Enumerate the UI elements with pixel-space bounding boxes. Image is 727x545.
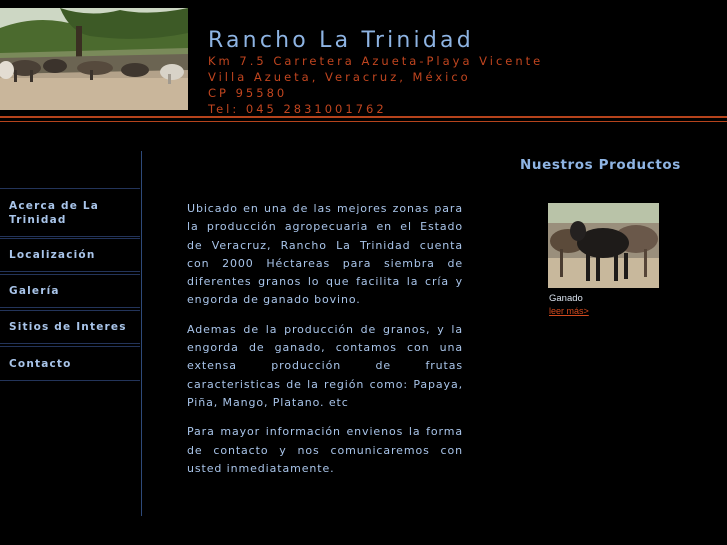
phone-number: Tel: 045 2831001762 xyxy=(208,102,387,116)
nav-item-label: Contacto xyxy=(9,357,72,370)
product-photo-ganado[interactable] xyxy=(548,203,659,288)
products-title: Nuestros Productos xyxy=(520,157,681,173)
production-paragraph: Ademas de la producción de granos, y la engorda de ganado, contamos con una extensa producción de frutas caracteristicas de la región como: Papaya, Piña, Mango, Platano. etc xyxy=(187,322,463,409)
nav-item-localizacion[interactable] xyxy=(0,238,140,272)
header-divider xyxy=(0,116,727,118)
postal-code: CP 95580 xyxy=(208,86,288,100)
nav-item-label: Localización xyxy=(9,249,96,261)
nav-item-acerca[interactable] xyxy=(0,188,140,237)
intro-paragraph: Ubicado en una de las mejores zonas para la producción agropecuaria en el Estado de Veracruz, Rancho La Trinidad cuenta con 2000 Héctareas para siembra de diferentes granos lo que facilita la cría y engorda de ganado bovino. xyxy=(187,202,463,307)
nav-item-galeria[interactable] xyxy=(0,274,140,308)
sidebar-divider xyxy=(141,151,142,516)
header-divider-thin xyxy=(0,121,727,122)
site-title: Rancho La Trinidad xyxy=(208,28,474,53)
nav-item-label: Sitios de Interes xyxy=(9,321,127,333)
nav-item-label: Galería xyxy=(9,285,60,297)
nav-item-sitios[interactable] xyxy=(0,310,140,344)
address-line: Villa Azueta, Veracruz, México xyxy=(208,70,471,84)
address-line: Km 7.5 Carretera Azueta-Playa Vicente xyxy=(208,54,544,68)
header-photo-cattle xyxy=(0,8,188,110)
nav-item-contacto[interactable] xyxy=(0,346,140,381)
nav-item-label: Acerca de La Trinidad xyxy=(9,199,100,226)
product-label: Ganado xyxy=(549,293,583,304)
read-more-link[interactable]: leer más> xyxy=(549,306,589,316)
contact-paragraph: Para mayor información envienos la forma de contacto y nos comunicaremos con usted inmediatamente. xyxy=(187,425,463,475)
main-content xyxy=(187,200,463,489)
